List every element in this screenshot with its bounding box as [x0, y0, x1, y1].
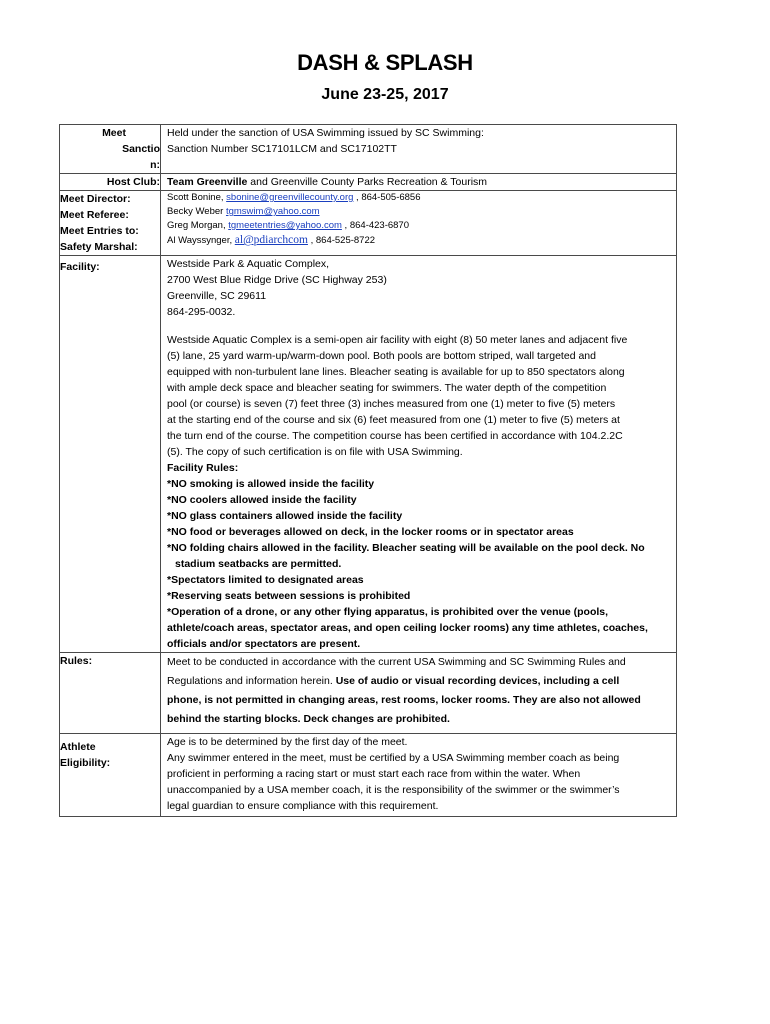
meet-entries-label: Meet Entries to: [60, 225, 139, 237]
facility-address-line: 2700 West Blue Ridge Drive (SC Highway 253) [167, 274, 387, 286]
meet-director-label: Meet Director: [60, 193, 131, 205]
entries-email-link[interactable]: tgmeetentries@yahoo.com [228, 220, 342, 231]
description-line: at the starting end of the course and six (6) feet measured from one (1) meter to five (5) meters at [167, 414, 620, 426]
sanction-line-1: Held under the sanction of USA Swimming issued by SC Swimming: [167, 127, 484, 139]
description-line: (5) lane, 25 yard warm-up/warm-down pool. Both pools are bottom striped, wall targeted and [167, 350, 596, 362]
host-label: Host Club: [60, 174, 161, 191]
facility-row [60, 256, 677, 653]
document-title: DASH & SPLASH [297, 50, 473, 75]
eligibility-label: Athlete Eligibility: [60, 734, 161, 817]
eligibility-line: Any swimmer entered in the meet, must be certified by a USA Swimming member coach as being [167, 752, 620, 764]
host-value [161, 174, 677, 191]
rules-label: Rules: [60, 653, 161, 734]
facility-rule: *NO smoking is allowed inside the facility [167, 478, 375, 490]
facility-address-line: Westside Park & Aquatic Complex, [167, 258, 330, 270]
facility-rule: *Spectators limited to designated areas [167, 574, 364, 586]
rules-value [161, 653, 677, 734]
eligibility-line: proficient in performing a racing start or must start each race from within the water. When [167, 768, 581, 780]
eligibility-line: Age is to be determined by the first day of the meet. [167, 736, 408, 748]
sanction-row [60, 125, 677, 174]
eligibility-value [161, 734, 677, 817]
sanction-label-3: n: [150, 159, 160, 171]
safety-marshal-value: Al Wayssynger, al@pdiarchcom , 864-525-8722 [167, 234, 376, 246]
description-line: (5). The copy of such certification is on file with USA Swimming. [167, 446, 463, 458]
facility-rule: *NO food or beverages allowed on deck, in the locker rooms or in spectator areas [167, 526, 574, 538]
referee-email-link[interactable]: tgmswim@yahoo.com [225, 206, 320, 217]
facility-rules-list [167, 476, 670, 652]
safety-marshal-label: Safety Marshal: [60, 241, 138, 253]
facility-rule: *Operation of a drone, or any other flying apparatus, is prohibited over the venue (pools, [167, 606, 609, 618]
meet-info-table [59, 124, 677, 817]
rules-line: behind the starting blocks. Deck changes are prohibited. [167, 713, 450, 725]
sanction-label-2: Sanctio [122, 143, 160, 155]
officials-row [60, 191, 677, 256]
rules-line: Regulations and information herein. Use of audio or visual recording devices, including a cell [167, 675, 620, 687]
officials-labels [60, 191, 161, 256]
meet-referee-value: Becky Weber tgmswim@yahoo.com [167, 206, 320, 217]
facility-rule: *NO glass containers allowed inside the facility [167, 510, 403, 522]
description-line: pool (or course) is seven (7) feet three (3) inches measured from one (1) meter to five (5) meters [167, 398, 616, 410]
rules-line: Meet to be conducted in accordance with the current USA Swimming and SC Swimming Rules and [167, 656, 626, 668]
description-line: the turn end of the course. The competition course has been certified in accordance with 104.2.2C [167, 430, 623, 442]
facility-rules-heading: Facility Rules: [167, 462, 239, 474]
facility-rule: *NO folding chairs allowed in the facility. Bleacher seating will be available on the pool deck. No [167, 542, 645, 554]
meet-entries-value: Greg Morgan, tgmeetentries@yahoo.com , 864-423-6870 [167, 220, 410, 231]
sanction-line-2: Sanction Number SC17101LCM and SC17102TT [167, 143, 397, 155]
rules-line: phone, is not permitted in changing areas, rest rooms, locker rooms. They are also not allowed [167, 694, 641, 706]
description-line: equipped with non-turbulent lane lines. Bleacher seating is available for up to 850 spectators along [167, 366, 625, 378]
facility-rule: *Reserving seats between sessions is prohibited [167, 590, 411, 602]
facility-value [161, 256, 677, 653]
meet-director-value: Scott Bonine, sbonine@greenvillecounty.org , 864-505-6856 [167, 192, 421, 203]
description-line: Westside Aquatic Complex is a semi-open air facility with eight (8) 50 meter lanes and adjacent five [167, 334, 628, 346]
facility-address-line: 864-295-0032. [167, 306, 236, 318]
facility-rule: stadium seatbacks are permitted. [175, 558, 342, 570]
facility-label: Facility: [60, 256, 161, 653]
meet-dates: June 23-25, 2017 [321, 86, 449, 103]
facility-description [167, 332, 670, 460]
officials-values [161, 191, 677, 256]
sanction-value-cell [161, 125, 677, 174]
host-row [60, 174, 677, 191]
eligibility-line: unaccompanied by a USA member coach, it is the responsibility of the swimmer or the swimmer’s [167, 784, 620, 796]
description-line: with ample deck space and bleacher seating for swimmers. The water depth of the competition [167, 382, 607, 394]
host-club-name: Team Greenville [167, 176, 248, 188]
eligibility-line: legal guardian to ensure compliance with this requirement. [167, 800, 439, 812]
director-email-link[interactable]: sbonine@greenvillecounty.org [226, 192, 354, 203]
facility-rule: officials and/or spectators are present. [167, 638, 361, 650]
facility-rule: athlete/coach areas, spectator areas, and open ceiling locker rooms) any time athletes, coaches, [167, 622, 648, 634]
facility-rule: *NO coolers allowed inside the facility [167, 494, 357, 506]
host-club-partner: and Greenville County Parks Recreation & Tourism [247, 176, 488, 188]
rules-row [60, 653, 677, 734]
eligibility-row [60, 734, 677, 817]
sanction-label-1: Meet [102, 127, 126, 139]
meet-referee-label: Meet Referee: [60, 209, 129, 221]
safety-email-link[interactable]: al@pdiarchcom [234, 234, 308, 246]
sanction-label-cell [60, 125, 161, 174]
facility-address-line: Greenville, SC 29611 [167, 290, 267, 302]
